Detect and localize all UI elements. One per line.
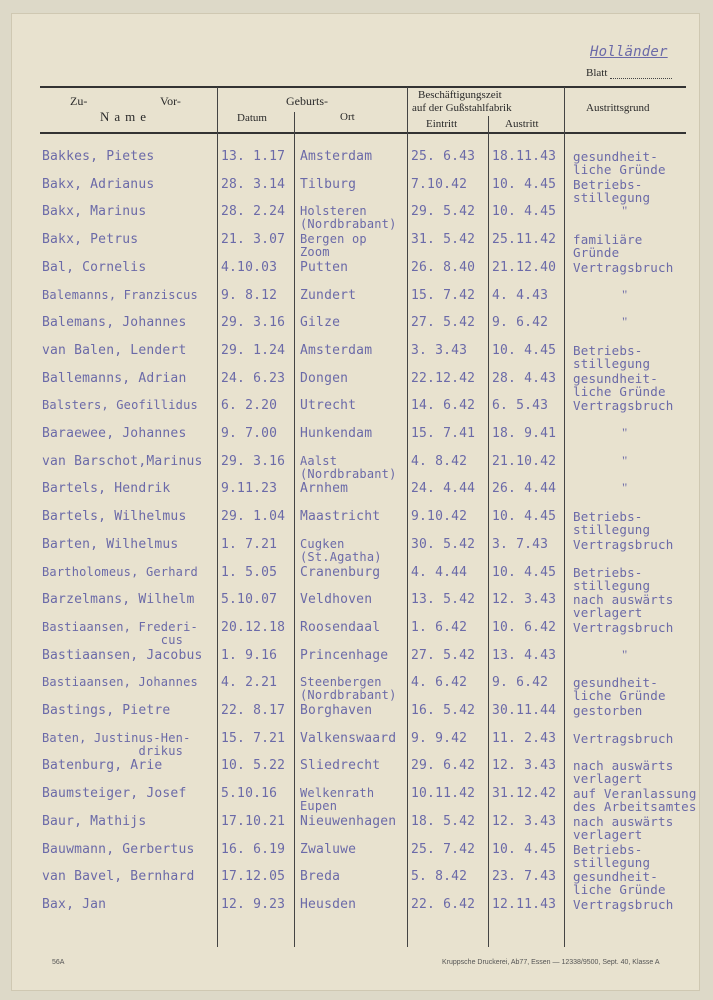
row-birth-place: Amsterdam [300,342,373,358]
row-exit-date: 3. 7.43 [492,536,549,552]
col-divider-date [294,112,295,947]
row-exit-date: 31.12.42 [492,786,557,802]
row-birth-place: Valkenswaard [300,730,397,746]
row-entry-date: 16. 5.42 [411,703,476,718]
row-exit-reason: Betriebs- stillegung [573,841,651,870]
row-birth-date: 13. 1.17 [221,149,286,164]
row-exit-reason: gesundheit- liche Gründe [573,675,666,704]
row-birth-date: 9.11.23 [221,481,278,497]
row-birth-place: Sliedrecht [300,758,381,774]
row-birth-date: 15. 7.21 [221,730,286,746]
row-name: Ballemanns, Adrian [42,370,187,386]
header-datum: Datum [237,112,267,124]
row-birth-date: 4.10.03 [221,259,278,275]
row-name: Bartholomeus, Gerhard [42,564,198,579]
sheet-label: Blatt [586,67,608,79]
row-name: Balemanns, Franziscus [42,287,198,302]
row-birth-date: 29. 3.16 [221,453,286,469]
ditto-mark: " [622,646,628,662]
row-exit-reason: Betriebs- stillegung [573,564,651,593]
row-birth-date: 1. 7.21 [221,536,278,552]
col-divider-name [217,87,218,947]
row-birth-place: Steenbergen (Nordbrabant) [300,675,397,703]
row-birth-date: 17.10.21 [221,813,286,829]
row-name: van Bavel, Bernhard [42,869,195,885]
row-name: Bastiaansen, Jacobus [42,647,203,663]
row-birth-date: 9. 7.00 [221,426,278,441]
row-birth-place: Cranenburg [300,564,381,580]
row-birth-date: 20.12.18 [221,619,286,635]
nationality-heading: Holländer [590,44,668,60]
row-birth-place: Holsteren (Nordbrabant) [300,204,397,232]
row-birth-place: Zundert [300,287,357,303]
row-exit-date: 4. 4.43 [492,287,549,303]
header-zu: Zu- [70,94,88,108]
row-name: van Balen, Lendert [42,342,187,358]
row-name: Bakx, Marinus [42,204,147,220]
row-entry-date: 15. 7.42 [411,287,476,303]
ditto-mark: " [622,286,628,302]
row-name: Baur, Mathijs [42,813,147,829]
row-name: Bastiaansen, Johannes [42,675,198,690]
row-birth-date: 24. 6.23 [221,370,286,386]
ditto-mark: " [622,480,628,496]
row-name: Bartels, Hendrik [42,481,171,497]
row-entry-date: 29. 5.42 [411,204,476,220]
header-beschaeftigung-1: Beschäftigungszeit [418,89,502,101]
row-exit-date: 18. 9.41 [492,426,557,441]
row-entry-date: 15. 7.41 [411,426,476,441]
row-birth-place: Princenhage [300,647,389,663]
row-entry-date: 4. 8.42 [411,453,468,469]
row-birth-place: Bergen op Zoom [300,232,367,260]
row-entry-date: 31. 5.42 [411,232,476,248]
row-birth-place: Dongen [300,370,349,386]
row-exit-reason: nach auswärts verlagert [573,592,674,621]
row-entry-date: 4. 6.42 [411,675,468,691]
row-exit-date: 21.12.40 [492,259,557,275]
row-birth-date: 1. 9.16 [221,647,278,663]
row-exit-reason: Vertragsbruch [573,730,674,746]
row-birth-place: Nieuwenhagen [300,813,397,829]
col-divider-entry [488,116,489,947]
row-entry-date: 3. 3.43 [411,342,468,358]
row-exit-date: 21.10.42 [492,453,557,469]
row-birth-place: Breda [300,869,341,885]
row-birth-date: 29. 3.16 [221,315,286,331]
row-birth-date: 10. 5.22 [221,758,286,774]
row-name: Baumsteiger, Josef [42,786,187,802]
row-birth-place: Putten [300,259,349,275]
row-entry-date: 22. 6.42 [411,896,476,912]
row-birth-date: 17.12.05 [221,869,286,885]
row-entry-date: 29. 6.42 [411,758,476,774]
row-name: Batenburg, Arie [42,758,163,774]
row-exit-date: 12. 3.43 [492,592,557,608]
header-austritt: Austritt [505,118,539,130]
row-exit-reason: gesundheit- liche Gründe [573,370,666,399]
row-birth-date: 16. 6.19 [221,841,286,857]
row-birth-date: 5.10.07 [221,592,278,608]
row-name: Bauwmann, Gerbertus [42,841,195,857]
row-birth-place: Maastricht [300,509,381,525]
row-exit-reason: Vertragsbruch [573,896,674,912]
row-entry-date: 9.10.42 [411,509,468,525]
row-exit-date: 28. 4.43 [492,370,557,386]
row-birth-date: 1. 5.05 [221,564,278,580]
row-birth-place: Aalst (Nordbrabant) [300,453,397,481]
row-entry-date: 13. 5.42 [411,592,476,608]
header-eintritt: Eintritt [426,118,458,130]
row-exit-date: 12.11.43 [492,896,557,912]
row-entry-date: 27. 5.42 [411,647,476,663]
row-name: van Barschot,Marinus [42,453,203,469]
row-entry-date: 26. 8.40 [411,259,476,275]
row-birth-place: Hunkendam [300,426,373,441]
document-sheet [12,14,699,990]
row-name: Balemans, Johannes [42,315,187,331]
row-exit-reason: nach auswärts verlagert [573,813,674,842]
header-vor: Vor- [160,94,181,108]
row-exit-date: 12. 3.43 [492,813,557,829]
row-exit-date: 10. 4.45 [492,564,557,580]
row-birth-place: Welkenrath Eupen [300,786,375,814]
row-exit-date: 10. 6.42 [492,619,557,635]
row-name: Barzelmans, Wilhelm [42,592,195,608]
row-exit-date: 26. 4.44 [492,481,557,497]
row-exit-date: 6. 5.43 [492,398,549,414]
row-exit-date: 12. 3.43 [492,758,557,774]
row-name: Bastiaansen, Frederi- cus [42,619,198,647]
row-entry-date: 7.10.42 [411,176,468,192]
row-entry-date: 25. 6.43 [411,149,476,164]
row-birth-place: Borghaven [300,703,373,718]
row-exit-date: 10. 4.45 [492,841,557,857]
row-exit-date: 10. 4.45 [492,176,557,192]
row-entry-date: 1. 6.42 [411,619,468,635]
footer-printer: Kruppsche Druckerei, Ab77, Essen — 12338/9500, Sept. 40, Klasse A [442,959,660,966]
row-entry-date: 4. 4.44 [411,564,468,580]
row-exit-date: 11. 2.43 [492,730,557,746]
header-bottom-border [40,132,686,134]
row-name: Bax, Jan [42,896,107,912]
col-divider-exit [564,87,565,947]
row-entry-date: 9. 9.42 [411,730,468,746]
row-entry-date: 25. 7.42 [411,841,476,857]
row-entry-date: 10.11.42 [411,786,476,802]
row-exit-reason: Vertragsbruch [573,259,674,275]
row-exit-date: 13. 4.43 [492,647,557,663]
row-birth-date: 29. 1.04 [221,509,286,525]
row-exit-date: 23. 7.43 [492,869,557,885]
row-entry-date: 30. 5.42 [411,536,476,552]
row-exit-date: 9. 6.42 [492,675,549,691]
row-exit-reason: familiäre Gründe [573,232,643,261]
row-exit-reason: gesundheit- liche Gründe [573,869,666,898]
row-entry-date: 5. 8.42 [411,869,468,885]
row-birth-date: 4. 2.21 [221,675,278,691]
row-exit-reason: Vertragsbruch [573,536,674,552]
row-birth-place: Heusden [300,896,357,912]
row-birth-place: Tilburg [300,176,357,192]
row-birth-place: Utrecht [300,398,357,414]
row-birth-date: 9. 8.12 [221,287,278,303]
row-name: Baten, Justinus-Hen- drikus [42,730,191,758]
row-birth-date: 5.10.16 [221,786,278,802]
header-geburts: Geburts- [286,94,328,108]
sheet-number-line [610,78,672,79]
row-entry-date: 27. 5.42 [411,315,476,331]
ditto-mark: " [622,452,628,468]
row-exit-date: 10. 4.45 [492,342,557,358]
row-name: Bakx, Petrus [42,232,139,248]
row-birth-date: 6. 2.20 [221,398,278,414]
row-exit-date: 10. 4.45 [492,509,557,525]
row-name: Bartels, Wilhelmus [42,509,187,525]
row-exit-date: 10. 4.45 [492,204,557,220]
row-exit-date: 9. 6.42 [492,315,549,331]
ditto-mark: " [622,314,628,330]
row-birth-date: 28. 3.14 [221,176,286,192]
row-birth-date: 12. 9.23 [221,896,286,912]
row-exit-reason: Vertragsbruch [573,619,674,635]
ditto-mark: " [622,203,628,219]
row-birth-date: 21. 3.07 [221,232,286,248]
row-name: Bakx, Adrianus [42,176,155,192]
row-birth-place: Roosendaal [300,619,381,635]
row-name: Bastings, Pietre [42,703,171,718]
row-name: Bakkes, Pietes [42,149,155,164]
header-beschaeftigung-2: auf der Gußstahlfabrik [412,102,512,114]
row-birth-place: Cugken (St.Agatha) [300,536,382,564]
row-entry-date: 14. 6.42 [411,398,476,414]
row-exit-reason: Betriebs- stillegung [573,509,651,538]
row-birth-date: 28. 2.24 [221,204,286,220]
row-exit-reason: Betriebs- stillegung [573,176,651,205]
row-birth-place: Veldhoven [300,592,373,608]
header-name: Name [100,109,152,124]
row-entry-date: 18. 5.42 [411,813,476,829]
row-exit-date: 25.11.42 [492,232,557,248]
row-exit-reason: Vertragsbruch [573,398,674,414]
row-exit-reason: nach auswärts verlagert [573,758,674,787]
row-exit-reason: Betriebs- stillegung [573,342,651,371]
col-divider-place [407,87,408,947]
header-ort: Ort [340,111,355,123]
row-name: Bal, Cornelis [42,259,147,275]
footer-left-code: 56A [52,959,65,966]
row-birth-date: 29. 1.24 [221,342,286,358]
row-birth-date: 22. 8.17 [221,703,286,718]
row-name: Balsters, Geofillidus [42,398,198,413]
row-entry-date: 22.12.42 [411,370,476,386]
row-name: Barten, Wilhelmus [42,536,179,552]
row-birth-place: Gilze [300,315,341,331]
row-birth-place: Arnhem [300,481,349,497]
row-exit-reason: auf Veranlassung des Arbeitsamtes [573,786,697,815]
row-exit-date: 30.11.44 [492,703,557,718]
table-top-border [40,86,686,88]
row-exit-reason: gestorben [573,703,643,718]
row-entry-date: 24. 4.44 [411,481,476,497]
row-name: Baraewee, Johannes [42,426,187,441]
ditto-mark: " [622,425,628,440]
row-exit-date: 18.11.43 [492,149,557,164]
row-birth-place: Zwaluwe [300,841,357,857]
row-exit-reason: gesundheit- liche Gründe [573,149,666,177]
row-birth-place: Amsterdam [300,149,373,164]
header-austrittsgrund: Austrittsgrund [586,102,650,114]
